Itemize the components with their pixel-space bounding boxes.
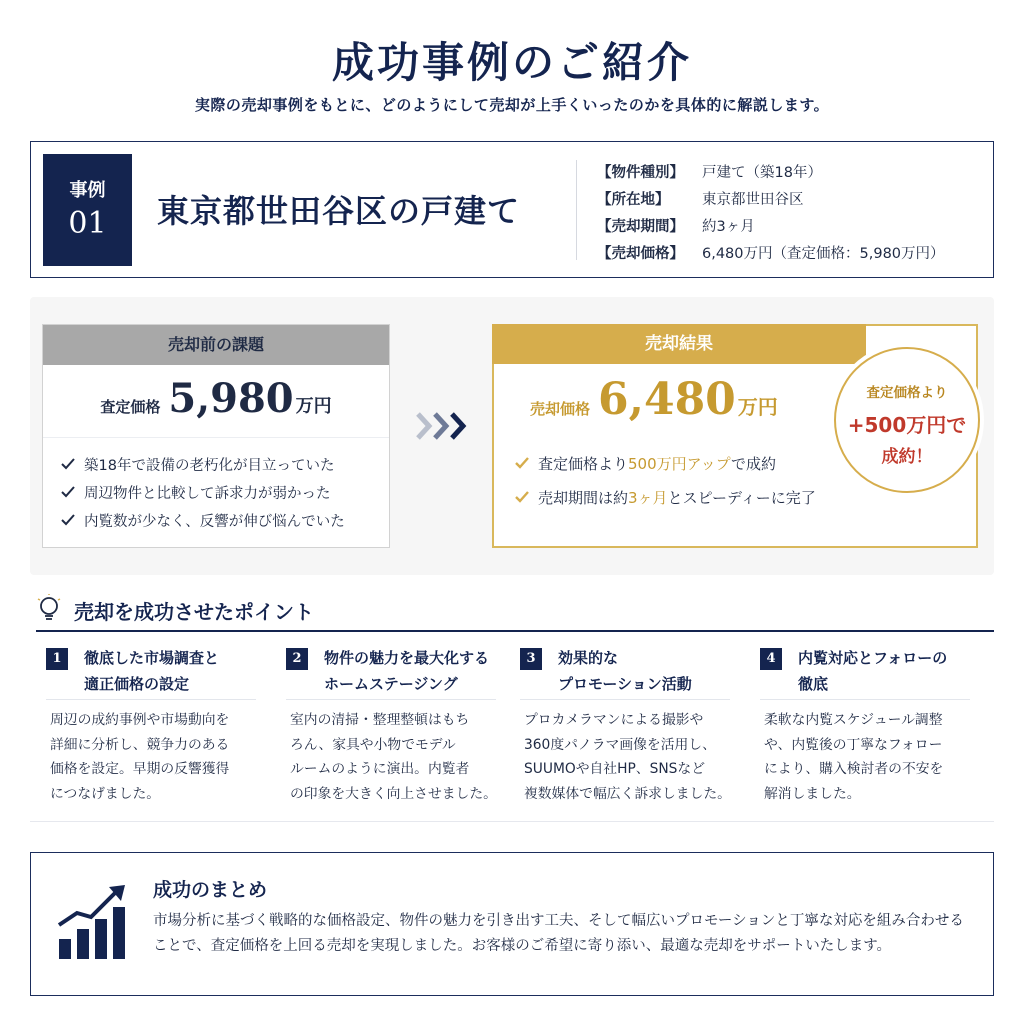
badge-line-2: +500万円で — [847, 413, 967, 437]
point-title: 内覧対応とフォローの 徹底 — [798, 649, 948, 693]
case-info-key: 【所在地】 — [597, 192, 670, 208]
point-divider — [760, 699, 970, 700]
case-info-row — [597, 185, 987, 212]
issue-text: 周辺物件と比較して訴求力が弱かった — [84, 485, 331, 502]
point-number: 1 — [46, 648, 68, 670]
case-info-row — [597, 212, 987, 239]
summary-text: 市場分析に基づく戦略的な価格設定、物件の魅力を引き出す工夫、そして幅広いプロモーションと丁寧な対応を組み合わせることで、査定価格を上回る売却を実現しました。お客様のご希望に寄り添い、最適な売却をサポートいたします。 — [153, 913, 964, 954]
case-info-key: 【売却価格】 — [597, 246, 684, 262]
case-info-value: 戸建て（築18年） — [702, 165, 822, 181]
after-heading: 売却結果 — [492, 324, 866, 364]
case-info-row — [597, 239, 987, 266]
point-title: 徹底した市場調査と 適正価格の設定 — [84, 649, 220, 693]
before-card — [42, 324, 390, 548]
point-card — [30, 642, 260, 812]
case-info-key: 【売却期間】 — [597, 219, 684, 235]
after-price-value: 6,480 — [598, 374, 736, 425]
case-info-value: 東京都世田谷区 — [702, 192, 804, 208]
point-number: 3 — [520, 648, 542, 670]
point-number: 4 — [760, 648, 782, 670]
result-highlight: 500万円アップ — [628, 454, 732, 473]
before-heading: 売却前の課題 — [43, 325, 389, 365]
result-text — [538, 453, 776, 474]
after-price-unit: 万円 — [737, 395, 778, 419]
case-number: 01 — [68, 206, 107, 241]
points-title: 売却を成功させたポイント — [74, 600, 314, 624]
case-title: 東京都世田谷区の戸建て — [157, 192, 521, 230]
point-description: 周辺の成約事例や市場動向を 詳細に分析し、競争力のある 価格を設定。早期の反響獲得 につなげました。 — [50, 712, 230, 802]
chevron-right-icon — [414, 409, 474, 443]
result-badge — [834, 347, 980, 493]
result-highlight: 3ヶ月 — [628, 488, 668, 507]
summary-box — [30, 852, 994, 996]
case-info-key: 【物件種別】 — [597, 165, 684, 181]
point-number: 2 — [286, 648, 308, 670]
result-pre: 査定価格より — [538, 454, 629, 473]
before-issue-list — [43, 437, 389, 534]
badge-line-3: 成約！ — [881, 447, 933, 467]
after-price-label: 売却価格 — [530, 400, 591, 418]
case-divider — [576, 160, 577, 260]
lightbulb-icon — [36, 594, 62, 624]
result-text — [538, 487, 816, 508]
page-subtitle: 実際の売却事例をもとに、どのようにして売却が上手くいったのかを具体的に解説します。 — [194, 96, 830, 114]
result-post: とスピーディーに完了 — [667, 488, 816, 507]
points-list — [30, 642, 994, 822]
list-item — [60, 506, 389, 534]
point-divider — [286, 699, 496, 700]
point-description: 室内の清掃・整理整頓はもち ろん、家具や小物でモデル ルームのように演出。内覧者 の印象を大きく向上させました。 — [290, 712, 497, 802]
case-number-badge — [43, 154, 132, 266]
before-price-unit: 万円 — [295, 396, 332, 417]
before-price — [43, 365, 389, 437]
point-title: 効果的な プロモーション活動 — [558, 649, 692, 693]
growth-chart-icon — [55, 883, 131, 963]
badge-line-1: 査定価格より — [866, 385, 948, 401]
point-description: プロカメラマンによる撮影や 360度パノラマ画像を活用し、 SUUMOや自社HP、SNSなど 複数媒体で幅広く訴求しました。 — [524, 712, 731, 802]
case-info — [597, 158, 987, 266]
result-post: で成約 — [731, 454, 777, 473]
point-card — [270, 642, 500, 812]
before-price-value: 5,980 — [168, 375, 294, 422]
issue-text: 内覧数が少なく、反響が伸び悩んでいた — [84, 513, 345, 530]
case-info-row — [597, 158, 987, 185]
check-icon — [60, 512, 76, 528]
check-icon — [514, 489, 530, 505]
before-price-label: 査定価格 — [100, 398, 161, 416]
point-divider — [46, 699, 256, 700]
result-pre: 売却期間は約 — [538, 488, 629, 507]
list-item — [60, 478, 389, 506]
case-info-value: 約3ヶ月 — [702, 219, 755, 235]
summary-title: 成功のまとめ — [153, 879, 268, 901]
check-icon — [60, 456, 76, 472]
check-icon — [60, 484, 76, 500]
page-title: 成功事例のご紹介 — [331, 38, 692, 87]
point-title: 物件の魅力を最大化する ホームステージング — [324, 649, 490, 693]
case-label: 事例 — [69, 180, 106, 201]
point-card — [504, 642, 734, 812]
points-heading — [36, 590, 994, 632]
point-card — [744, 642, 974, 812]
issue-text: 築18年で設備の老朽化が目立っていた — [84, 457, 335, 474]
point-divider — [520, 699, 730, 700]
check-icon — [514, 455, 530, 471]
case-header — [30, 141, 994, 278]
point-description: 柔軟な内覧スケジュール調整 や、内覧後の丁寧なフォロー により、購入検討者の不安を 解消しました。 — [764, 712, 944, 802]
case-info-value: 6,480万円（査定価格：5,980万円） — [702, 246, 945, 262]
list-item — [60, 450, 389, 478]
